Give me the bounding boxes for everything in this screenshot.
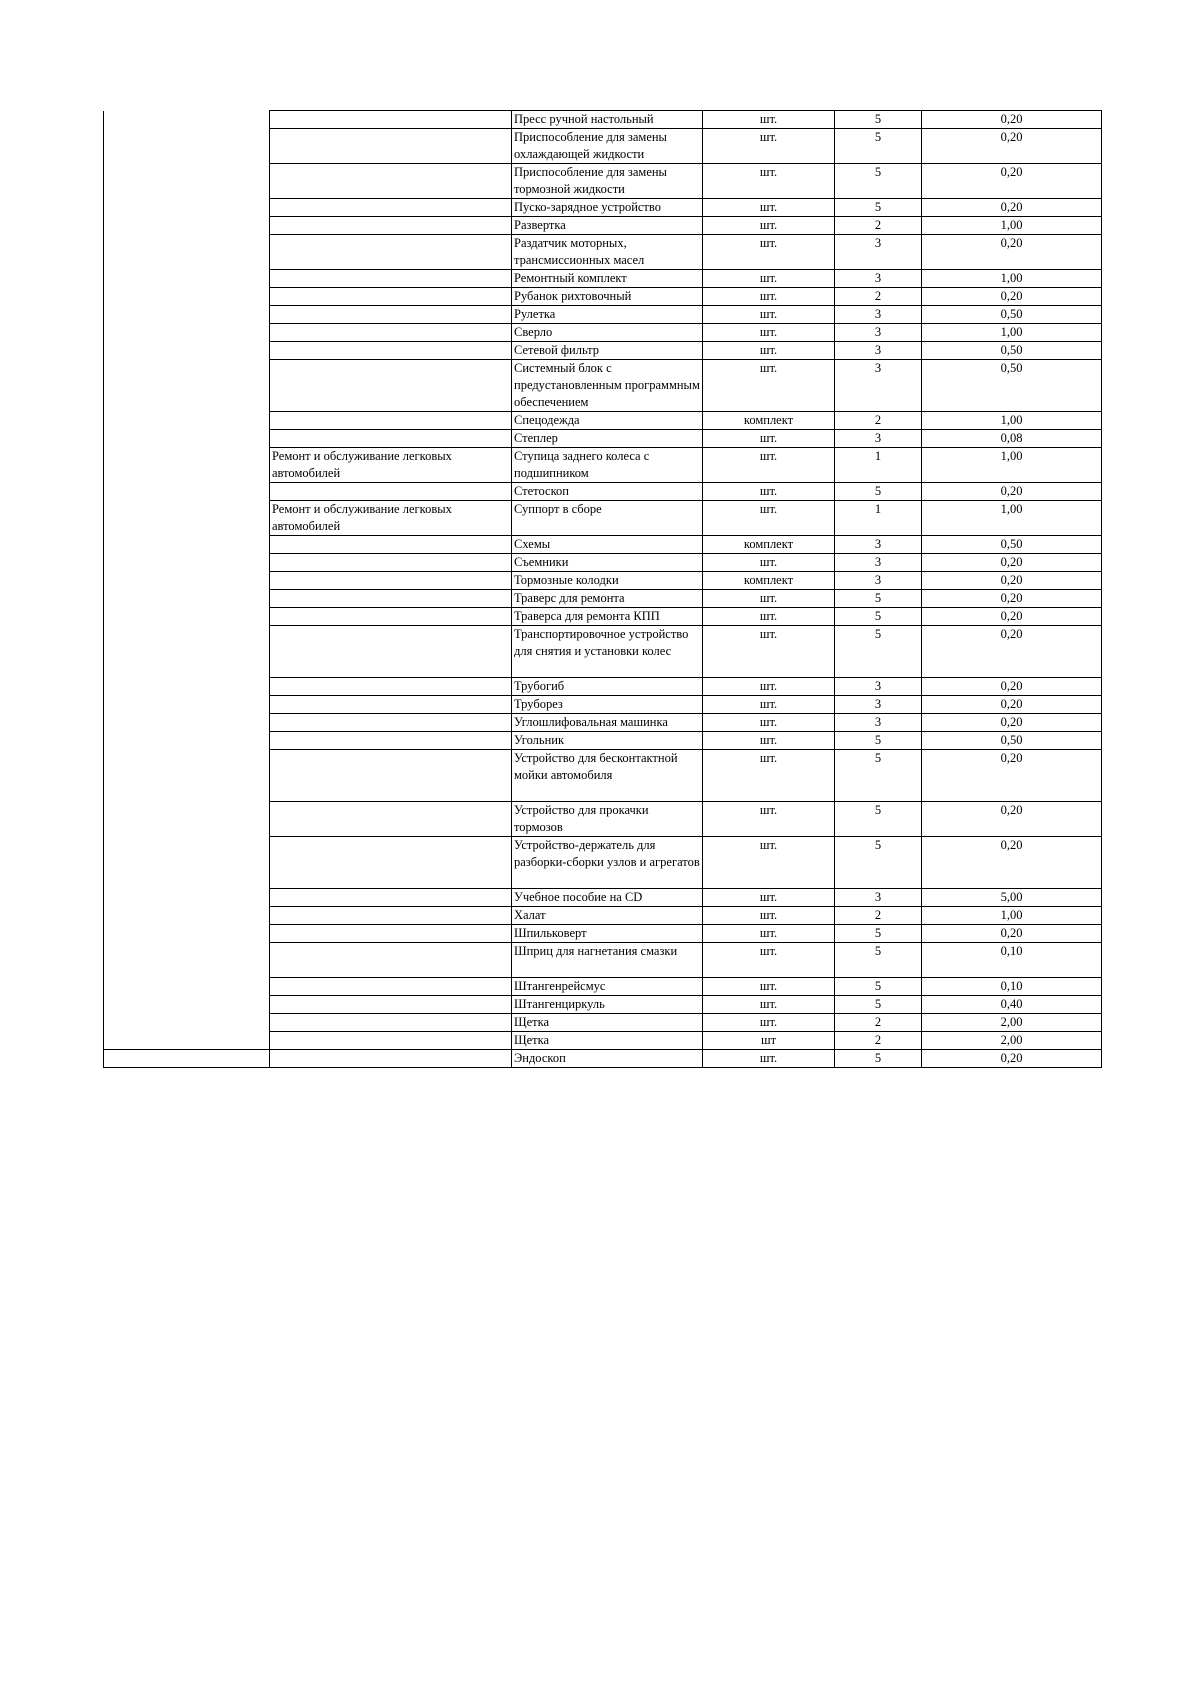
item-name-cell: Углошлифовальная машинка — [512, 714, 703, 732]
empty-cell — [104, 360, 270, 412]
unit-cell: шт. — [703, 1050, 835, 1068]
program-cell: Ремонт и обслуживание легковых автомобилей — [270, 501, 512, 536]
quantity-cell: 3 — [835, 678, 922, 696]
item-name-cell: Пресс ручной настольный — [512, 111, 703, 129]
coefficient-cell: 0,50 — [922, 306, 1102, 324]
table-row — [104, 996, 1102, 1014]
item-name-cell: Приспособление для замены охлаждающей жидкости — [512, 129, 703, 164]
coefficient-cell: 0,20 — [922, 199, 1102, 217]
item-name-cell: Раздатчик моторных, трансмиссионных масел — [512, 235, 703, 270]
table-row — [104, 306, 1102, 324]
coefficient-cell: 0,20 — [922, 1050, 1102, 1068]
empty-cell — [104, 536, 270, 554]
coefficient-cell: 0,50 — [922, 732, 1102, 750]
program-cell — [270, 837, 512, 889]
empty-cell — [104, 732, 270, 750]
item-name-cell: Шпильковерт — [512, 925, 703, 943]
program-cell — [270, 678, 512, 696]
unit-cell: шт. — [703, 925, 835, 943]
quantity-cell: 5 — [835, 802, 922, 837]
program-cell — [270, 925, 512, 943]
table-row — [104, 554, 1102, 572]
item-name-cell: Системный блок с предустановленным программным обеспечением — [512, 360, 703, 412]
item-name-cell: Траверс для ремонта — [512, 590, 703, 608]
item-name-cell: Ступица заднего колеса с подшипником — [512, 448, 703, 483]
item-name-cell: Эндоскоп — [512, 1050, 703, 1068]
item-name-cell: Схемы — [512, 536, 703, 554]
unit-cell: шт. — [703, 199, 835, 217]
program-cell — [270, 608, 512, 626]
program-cell: Ремонт и обслуживание легковых автомобилей — [270, 448, 512, 483]
item-name-cell: Трубогиб — [512, 678, 703, 696]
unit-cell: шт. — [703, 430, 835, 448]
empty-cell — [104, 572, 270, 590]
quantity-cell: 5 — [835, 943, 922, 978]
item-name-cell: Съемники — [512, 554, 703, 572]
empty-cell — [104, 590, 270, 608]
unit-cell: шт. — [703, 129, 835, 164]
empty-cell — [104, 608, 270, 626]
unit-cell: шт. — [703, 590, 835, 608]
empty-cell — [104, 1032, 270, 1050]
empty-cell — [104, 164, 270, 199]
item-name-cell: Суппорт в сборе — [512, 501, 703, 536]
table-row — [104, 111, 1102, 129]
coefficient-cell: 0,20 — [922, 235, 1102, 270]
empty-cell — [104, 199, 270, 217]
empty-cell — [104, 501, 270, 536]
empty-cell — [104, 430, 270, 448]
program-cell — [270, 590, 512, 608]
unit-cell: шт. — [703, 360, 835, 412]
item-name-cell: Степлер — [512, 430, 703, 448]
coefficient-cell: 0,20 — [922, 129, 1102, 164]
table-row — [104, 626, 1102, 678]
unit-cell: шт. — [703, 907, 835, 925]
table-row — [104, 270, 1102, 288]
table-row — [104, 412, 1102, 430]
table-row — [104, 889, 1102, 907]
empty-cell — [104, 129, 270, 164]
quantity-cell: 3 — [835, 360, 922, 412]
program-cell — [270, 626, 512, 678]
program-cell — [270, 996, 512, 1014]
empty-cell — [104, 448, 270, 483]
coefficient-cell: 1,00 — [922, 217, 1102, 235]
item-name-cell: Траверса для ремонта КПП — [512, 608, 703, 626]
item-name-cell: Устройство-держатель для разборки-сборки узлов и агрегатов — [512, 837, 703, 889]
coefficient-cell: 0,20 — [922, 554, 1102, 572]
empty-cell — [104, 554, 270, 572]
quantity-cell: 5 — [835, 608, 922, 626]
quantity-cell: 3 — [835, 714, 922, 732]
coefficient-cell: 0,20 — [922, 696, 1102, 714]
coefficient-cell: 0,20 — [922, 164, 1102, 199]
unit-cell: шт. — [703, 483, 835, 501]
coefficient-cell: 0,10 — [922, 943, 1102, 978]
program-cell — [270, 288, 512, 306]
program-cell — [270, 111, 512, 129]
program-cell — [270, 270, 512, 288]
coefficient-cell: 0,50 — [922, 342, 1102, 360]
item-name-cell: Спецодежда — [512, 412, 703, 430]
table-row — [104, 235, 1102, 270]
unit-cell: шт. — [703, 288, 835, 306]
program-cell — [270, 164, 512, 199]
coefficient-cell: 0,20 — [922, 608, 1102, 626]
table-row — [104, 608, 1102, 626]
table-row — [104, 164, 1102, 199]
item-name-cell: Учебное пособие на CD — [512, 889, 703, 907]
program-cell — [270, 342, 512, 360]
quantity-cell: 2 — [835, 217, 922, 235]
program-cell — [270, 572, 512, 590]
program-cell — [270, 1032, 512, 1050]
coefficient-cell: 0,20 — [922, 483, 1102, 501]
program-cell — [270, 554, 512, 572]
quantity-cell: 3 — [835, 342, 922, 360]
table-row — [104, 324, 1102, 342]
table-row — [104, 1032, 1102, 1050]
empty-cell — [104, 217, 270, 235]
item-name-cell: Угольник — [512, 732, 703, 750]
empty-cell — [104, 1014, 270, 1032]
table-row — [104, 572, 1102, 590]
quantity-cell: 2 — [835, 288, 922, 306]
unit-cell: шт. — [703, 750, 835, 802]
unit-cell: шт. — [703, 978, 835, 996]
empty-cell — [104, 270, 270, 288]
coefficient-cell: 1,00 — [922, 412, 1102, 430]
program-cell — [270, 360, 512, 412]
quantity-cell: 3 — [835, 889, 922, 907]
empty-cell — [104, 837, 270, 889]
table-row — [104, 714, 1102, 732]
coefficient-cell: 0,20 — [922, 837, 1102, 889]
table-row — [104, 430, 1102, 448]
empty-cell — [104, 978, 270, 996]
unit-cell: шт. — [703, 996, 835, 1014]
table-row — [104, 943, 1102, 978]
empty-cell — [104, 288, 270, 306]
quantity-cell: 3 — [835, 235, 922, 270]
unit-cell: комплект — [703, 412, 835, 430]
program-cell — [270, 1050, 512, 1068]
quantity-cell: 5 — [835, 590, 922, 608]
table-row — [104, 678, 1102, 696]
coefficient-cell: 1,00 — [922, 501, 1102, 536]
coefficient-cell: 0,10 — [922, 978, 1102, 996]
table-row — [104, 217, 1102, 235]
quantity-cell: 5 — [835, 129, 922, 164]
unit-cell: комплект — [703, 572, 835, 590]
empty-cell — [104, 750, 270, 802]
unit-cell: шт. — [703, 696, 835, 714]
coefficient-cell: 0,40 — [922, 996, 1102, 1014]
empty-cell — [104, 996, 270, 1014]
unit-cell: шт. — [703, 164, 835, 199]
item-name-cell: Шприц для нагнетания смазки — [512, 943, 703, 978]
program-cell — [270, 324, 512, 342]
program-cell — [270, 696, 512, 714]
quantity-cell: 3 — [835, 306, 922, 324]
table-row — [104, 590, 1102, 608]
quantity-cell: 3 — [835, 430, 922, 448]
program-cell — [270, 750, 512, 802]
table-row — [104, 1014, 1102, 1032]
table-row — [104, 802, 1102, 837]
table-row — [104, 483, 1102, 501]
coefficient-cell: 1,00 — [922, 270, 1102, 288]
program-cell — [270, 483, 512, 501]
program-cell — [270, 732, 512, 750]
item-name-cell: Транспортировочное устройство для снятия и установки колес — [512, 626, 703, 678]
unit-cell: шт. — [703, 270, 835, 288]
quantity-cell: 3 — [835, 554, 922, 572]
program-cell — [270, 430, 512, 448]
item-name-cell: Стетоскоп — [512, 483, 703, 501]
coefficient-cell: 0,20 — [922, 590, 1102, 608]
unit-cell: шт. — [703, 501, 835, 536]
quantity-cell: 1 — [835, 448, 922, 483]
item-name-cell: Штангенциркуль — [512, 996, 703, 1014]
item-name-cell: Развертка — [512, 217, 703, 235]
unit-cell: шт. — [703, 324, 835, 342]
table-row — [104, 501, 1102, 536]
empty-cell — [104, 678, 270, 696]
program-cell — [270, 889, 512, 907]
item-name-cell: Халат — [512, 907, 703, 925]
quantity-cell: 2 — [835, 1032, 922, 1050]
coefficient-cell: 1,00 — [922, 324, 1102, 342]
program-cell — [270, 129, 512, 164]
unit-cell: шт. — [703, 448, 835, 483]
unit-cell: шт. — [703, 111, 835, 129]
quantity-cell: 5 — [835, 111, 922, 129]
empty-cell — [104, 111, 270, 129]
table-row — [104, 199, 1102, 217]
empty-cell — [104, 235, 270, 270]
empty-cell — [104, 626, 270, 678]
unit-cell: шт. — [703, 714, 835, 732]
quantity-cell: 5 — [835, 199, 922, 217]
empty-cell — [104, 1050, 270, 1068]
coefficient-cell: 0,20 — [922, 572, 1102, 590]
empty-cell — [104, 925, 270, 943]
coefficient-cell: 0,20 — [922, 802, 1102, 837]
coefficient-cell: 2,00 — [922, 1032, 1102, 1050]
empty-cell — [104, 696, 270, 714]
item-name-cell: Рубанок рихтовочный — [512, 288, 703, 306]
empty-cell — [104, 907, 270, 925]
unit-cell: шт. — [703, 554, 835, 572]
table-row — [104, 907, 1102, 925]
quantity-cell: 2 — [835, 907, 922, 925]
coefficient-cell: 0,50 — [922, 360, 1102, 412]
table-row — [104, 978, 1102, 996]
item-name-cell: Устройство для прокачки тормозов — [512, 802, 703, 837]
item-name-cell: Тормозные колодки — [512, 572, 703, 590]
quantity-cell: 5 — [835, 837, 922, 889]
quantity-cell: 3 — [835, 572, 922, 590]
coefficient-cell: 0,20 — [922, 111, 1102, 129]
unit-cell: шт. — [703, 217, 835, 235]
table-row — [104, 360, 1102, 412]
quantity-cell: 5 — [835, 978, 922, 996]
empty-cell — [104, 324, 270, 342]
table-row — [104, 925, 1102, 943]
empty-cell — [104, 943, 270, 978]
item-name-cell: Сетевой фильтр — [512, 342, 703, 360]
quantity-cell: 3 — [835, 696, 922, 714]
table-row — [104, 837, 1102, 889]
unit-cell: шт. — [703, 678, 835, 696]
unit-cell: шт. — [703, 342, 835, 360]
empty-cell — [104, 306, 270, 324]
program-cell — [270, 235, 512, 270]
quantity-cell: 5 — [835, 732, 922, 750]
program-cell — [270, 802, 512, 837]
table-row — [104, 288, 1102, 306]
unit-cell: шт. — [703, 889, 835, 907]
table-row — [104, 750, 1102, 802]
unit-cell: комплект — [703, 536, 835, 554]
quantity-cell: 5 — [835, 750, 922, 802]
quantity-cell: 2 — [835, 412, 922, 430]
item-name-cell: Труборез — [512, 696, 703, 714]
program-cell — [270, 306, 512, 324]
empty-cell — [104, 412, 270, 430]
item-name-cell: Приспособление для замены тормозной жидкости — [512, 164, 703, 199]
quantity-cell: 5 — [835, 925, 922, 943]
coefficient-cell: 0,20 — [922, 925, 1102, 943]
table-row — [104, 536, 1102, 554]
program-cell — [270, 1014, 512, 1032]
coefficient-cell: 0,20 — [922, 288, 1102, 306]
unit-cell: шт — [703, 1032, 835, 1050]
equipment-table — [103, 110, 1102, 1068]
program-cell — [270, 199, 512, 217]
table-row — [104, 1050, 1102, 1068]
coefficient-cell: 2,00 — [922, 1014, 1102, 1032]
program-cell — [270, 907, 512, 925]
item-name-cell: Сверло — [512, 324, 703, 342]
item-name-cell: Штангенрейсмус — [512, 978, 703, 996]
coefficient-cell: 0,20 — [922, 714, 1102, 732]
program-cell — [270, 536, 512, 554]
item-name-cell: Устройство для бесконтактной мойки автомобиля — [512, 750, 703, 802]
unit-cell: шт. — [703, 802, 835, 837]
unit-cell: шт. — [703, 608, 835, 626]
equipment-table-body — [104, 111, 1102, 1068]
coefficient-cell: 5,00 — [922, 889, 1102, 907]
item-name-cell: Щетка — [512, 1014, 703, 1032]
quantity-cell: 5 — [835, 626, 922, 678]
coefficient-cell: 0,08 — [922, 430, 1102, 448]
program-cell — [270, 943, 512, 978]
empty-cell — [104, 714, 270, 732]
coefficient-cell: 0,20 — [922, 678, 1102, 696]
item-name-cell: Пуско-зарядное устройство — [512, 199, 703, 217]
quantity-cell: 2 — [835, 1014, 922, 1032]
table-row — [104, 342, 1102, 360]
empty-cell — [104, 802, 270, 837]
unit-cell: шт. — [703, 943, 835, 978]
table-row — [104, 448, 1102, 483]
quantity-cell: 5 — [835, 164, 922, 199]
coefficient-cell: 0,20 — [922, 750, 1102, 802]
table-row — [104, 696, 1102, 714]
program-cell — [270, 714, 512, 732]
program-cell — [270, 412, 512, 430]
coefficient-cell: 0,20 — [922, 626, 1102, 678]
quantity-cell: 3 — [835, 324, 922, 342]
coefficient-cell: 1,00 — [922, 907, 1102, 925]
unit-cell: шт. — [703, 306, 835, 324]
unit-cell: шт. — [703, 732, 835, 750]
empty-cell — [104, 342, 270, 360]
table-row — [104, 732, 1102, 750]
item-name-cell: Щетка — [512, 1032, 703, 1050]
item-name-cell: Рулетка — [512, 306, 703, 324]
coefficient-cell: 1,00 — [922, 448, 1102, 483]
quantity-cell: 3 — [835, 270, 922, 288]
unit-cell: шт. — [703, 626, 835, 678]
empty-cell — [104, 483, 270, 501]
quantity-cell: 1 — [835, 501, 922, 536]
item-name-cell: Ремонтный комплект — [512, 270, 703, 288]
unit-cell: шт. — [703, 837, 835, 889]
program-cell — [270, 217, 512, 235]
quantity-cell: 5 — [835, 1050, 922, 1068]
coefficient-cell: 0,50 — [922, 536, 1102, 554]
table-row — [104, 129, 1102, 164]
empty-cell — [104, 889, 270, 907]
unit-cell: шт. — [703, 235, 835, 270]
quantity-cell: 5 — [835, 483, 922, 501]
unit-cell: шт. — [703, 1014, 835, 1032]
quantity-cell: 5 — [835, 996, 922, 1014]
program-cell — [270, 978, 512, 996]
quantity-cell: 3 — [835, 536, 922, 554]
